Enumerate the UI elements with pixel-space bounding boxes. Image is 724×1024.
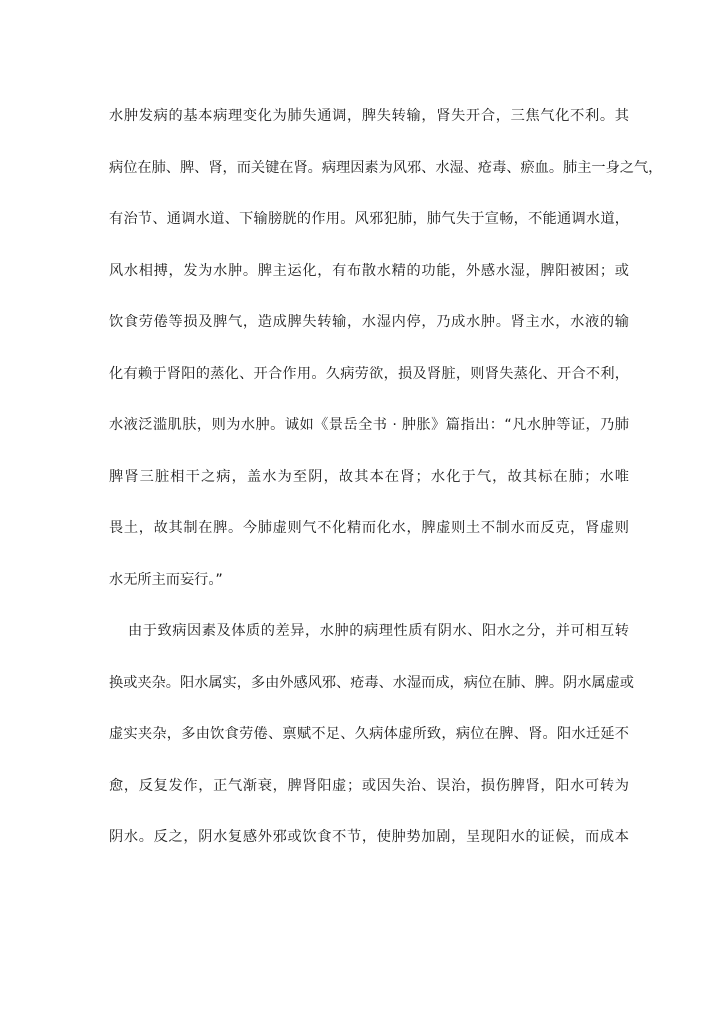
text-line: 愈，反复发作，正气渐衰，脾肾阳虚；或因失治、误治，损伤脾肾，阳水可转为 <box>109 777 629 794</box>
body-text <box>109 102 663 875</box>
text-line: 由于致病因素及体质的差异，水肿的病理性质有阴水、阳水之分，并可相互转 <box>128 623 629 639</box>
text-line: 阴水。反之，阴水复感外邪或饮食不节，使肿势加剧，呈现阳水的证候，而成本 <box>109 829 629 845</box>
text-line: 饮食劳倦等损及脾气，造成脾失转输，水湿内停，乃成水肿。肾主水，水液的输 <box>109 314 629 330</box>
text-line: 水液泛滥肌肤，则为水肿。诚如《景岳全书 · 肿胀》篇指出：“凡水肿等证，乃肺 <box>109 417 629 433</box>
text-line: 病位在肺、脾、肾，而关键在肾。病理因素为风邪、水湿、疮毒、瘀血。肺主一身之气， <box>109 159 663 176</box>
text-line: 水肿发病的基本病理变化为肺失通调，脾失转输，肾失开合，三焦气化不利。其 <box>109 108 629 124</box>
text-line: 风水相搏，发为水肿。脾主运化，有布散水精的功能，外感水湿，脾阳被困；或 <box>109 262 629 279</box>
text-line: 有治节、通调水道、下输膀胱的作用。风邪犯肺，肺气失于宣畅，不能通调水道， <box>109 211 629 227</box>
text-line: 换或夹杂。阳水属实，多由外感风邪、疮毒、水湿而成，病位在肺、脾。阴水属虚或 <box>109 674 634 691</box>
text-line: 脾肾三脏相干之病，盖水为至阴，故其本在肾；水化于气，故其标在肺；水唯 <box>109 468 629 485</box>
text-line: 虚实夹杂，多由饮食劳倦、禀赋不足、久病体虚所致，病位在脾、肾。阳水迁延不 <box>109 726 629 742</box>
text-line: 水无所主而妄行。” <box>109 571 223 588</box>
text-line: 化有赖于肾阳的蒸化、开合作用。久病劳欲，损及肾脏，则肾失蒸化、开合不利， <box>109 365 629 382</box>
text-line: 畏土，故其制在脾。今肺虚则气不化精而化水，脾虚则土不制水而反克，肾虚则 <box>109 520 629 536</box>
